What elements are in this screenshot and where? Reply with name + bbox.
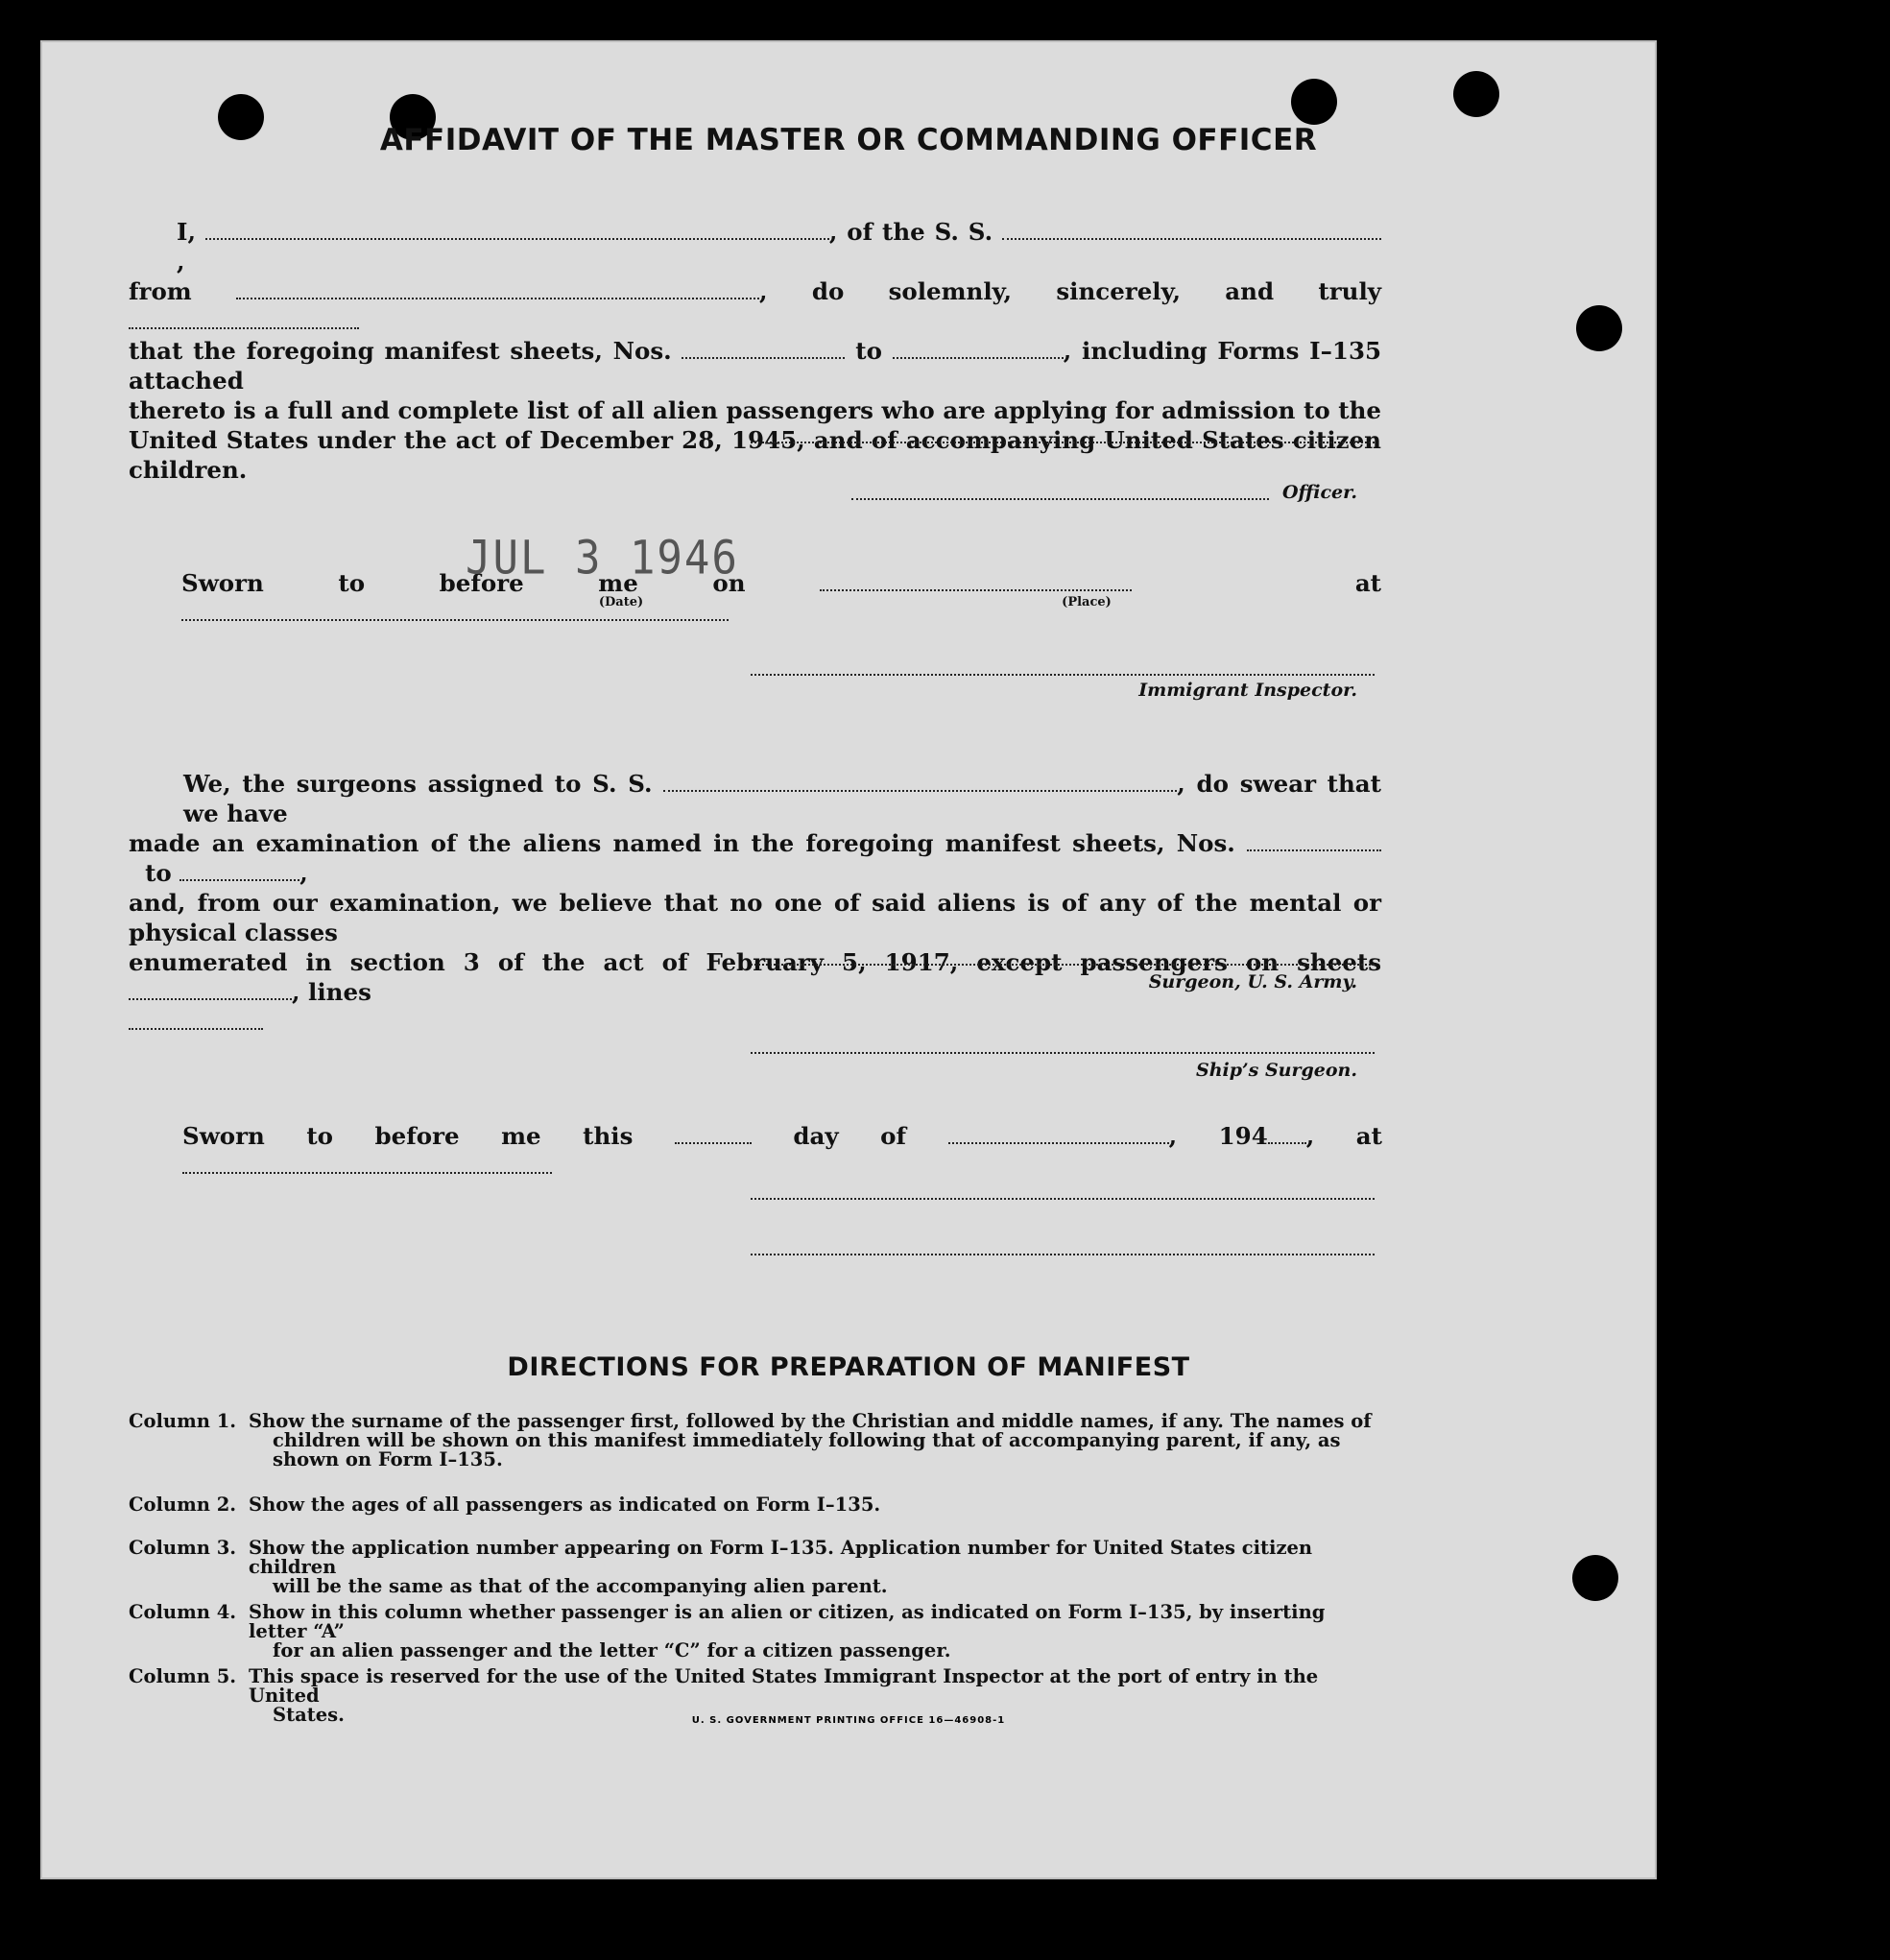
affidavit-body: thereto is a full and complete list of all alien passengers who are applying for admission to the United States under the act of December 28, 1945, and of accompanying United States citizen children.	[129, 396, 1381, 484]
text: We, the surgeons assigned to S. S.	[183, 770, 653, 798]
column-text: This space is reserved for the use of the United States Immigrant Inspector at the port of entry in the United	[249, 1665, 1319, 1707]
army-surgeon-signature-line[interactable]	[751, 964, 1375, 966]
sworn-day-line	[182, 1121, 1382, 1181]
except-sheets-field[interactable]	[129, 979, 292, 1000]
except-lines-field[interactable]	[129, 1009, 263, 1030]
punch-hole	[1572, 1555, 1618, 1601]
text: at	[1354, 569, 1382, 597]
text: day of	[793, 1122, 907, 1150]
column-label: Column 1.	[129, 1410, 237, 1432]
direction-column-2	[129, 1495, 1381, 1515]
surgeons-line-1	[129, 769, 1381, 828]
signature-line[interactable]	[751, 1198, 1375, 1200]
direction-column-1	[129, 1412, 1381, 1470]
text: from	[129, 277, 192, 305]
date-caption: (Date)	[598, 595, 644, 610]
officer-label: Officer.	[1281, 482, 1357, 503]
text: , do swear that we have	[183, 770, 1382, 827]
text: to	[145, 859, 172, 887]
month-field[interactable]	[948, 1123, 1169, 1144]
ship-surgeon-label: Ship’s Surgeon.	[1196, 1060, 1357, 1081]
sworn-line	[181, 568, 1381, 628]
surgeon-ship-field[interactable]	[663, 771, 1177, 792]
column-text-cont: will be the same as that of the accompanying alien parent.	[273, 1575, 888, 1597]
surgeon-sheet-to-field[interactable]	[179, 860, 299, 881]
text: , lines	[292, 978, 371, 1006]
text: , do solemnly, sincerely, and truly	[759, 277, 1382, 305]
text: enumerated in section 3 of the act of February 5, 1917, except passengers on sheets	[129, 948, 1381, 976]
column-text: Show the application number appearing on Form I–135. Application number for United States citizen children	[249, 1537, 1313, 1578]
affidavit-title: AFFIDAVIT OF THE MASTER OR COMMANDING OFFICER	[379, 123, 1318, 157]
port-from-field[interactable]	[236, 278, 759, 299]
printing-office-footer: U. S. GOVERNMENT PRINTING OFFICE 16—46908-1	[691, 1715, 1006, 1726]
text: I,	[177, 218, 196, 246]
affidavit-line-3	[129, 336, 1381, 395]
punch-hole	[1576, 305, 1622, 351]
affidavit-line-1: I, , of the S. S. ,	[129, 217, 1381, 276]
ship-name-field[interactable]	[1002, 219, 1381, 240]
text: , 194	[1168, 1122, 1268, 1150]
direction-column-4	[129, 1603, 1381, 1661]
column-text: Show in this column whether passenger is an alien or citizen, as indicated on Form I–135, by inserting letter “A”	[249, 1601, 1326, 1642]
column-text-cont: States.	[273, 1704, 345, 1726]
column-label: Column 3.	[129, 1537, 237, 1559]
text: , including Forms I–135 attached	[129, 337, 1382, 394]
signature-line[interactable]	[751, 442, 1375, 443]
text: , of the S. S.	[828, 218, 993, 246]
text: made an examination of the aliens named in the foregoing manifest sheets, Nos.	[129, 829, 1235, 857]
date-stamp: JUL 3 1946	[466, 531, 739, 586]
column-label: Column 2.	[129, 1494, 237, 1516]
surgeon-sheet-from-field[interactable]	[1247, 830, 1381, 851]
text: , at	[1305, 1122, 1382, 1150]
swear-field[interactable]	[129, 308, 359, 329]
signature-line[interactable]	[751, 1254, 1375, 1255]
punch-hole	[1291, 79, 1337, 125]
date-field[interactable]	[820, 570, 1132, 591]
direction-column-3	[129, 1539, 1381, 1596]
sworn-place-field[interactable]	[182, 1153, 552, 1174]
army-surgeon-label: Surgeon, U. S. Army.	[1148, 971, 1357, 992]
day-field[interactable]	[675, 1123, 752, 1144]
inspector-label: Immigrant Inspector.	[1138, 680, 1357, 701]
surgeons-line-3: and, from our examination, we believe that no one of said aliens is of any of the mental or physical classes	[129, 889, 1381, 946]
directions-title: DIRECTIONS FOR PREPARATION OF MANIFEST	[507, 1352, 1190, 1382]
column-label: Column 5.	[129, 1665, 237, 1687]
surgeons-line-2: made an examination of the aliens named in the foregoing manifest sheets, Nos. to ,	[129, 828, 1381, 888]
ship-surgeon-signature-line[interactable]	[751, 1052, 1375, 1054]
column-text: Show the surname of the passenger first, followed by the Christian and middle names, if any. The names of	[249, 1410, 1372, 1432]
column-label: Column 4.	[129, 1601, 237, 1623]
column-text: Show the ages of all passengers as indicated on Form I–135.	[249, 1494, 881, 1516]
text: Sworn to before me this	[182, 1122, 634, 1150]
inspector-signature-line[interactable]	[751, 674, 1375, 676]
text: that the foregoing manifest sheets, Nos.	[129, 337, 672, 365]
column-text-cont: for an alien passenger and the letter “C” for a citizen passenger.	[273, 1639, 951, 1661]
manifest-page	[40, 40, 1657, 1879]
affidavit-line-2	[129, 276, 1381, 336]
surgeons-paragraph	[129, 769, 1381, 1037]
master-name-field[interactable]	[205, 219, 829, 240]
surgeons-line-5	[129, 1007, 1381, 1037]
sheet-to-field[interactable]	[893, 338, 1064, 359]
punch-hole	[1453, 71, 1499, 117]
year-field[interactable]	[1268, 1123, 1306, 1144]
affidavit-paragraph	[129, 217, 1381, 485]
place-caption: (Place)	[1062, 595, 1112, 610]
text: to	[855, 337, 882, 365]
text: Sworn to before me on	[181, 569, 746, 597]
sheet-from-field[interactable]	[682, 338, 845, 359]
officer-signature-line[interactable]	[851, 498, 1269, 500]
column-text-cont: children will be shown on this manifest immediately following that of accompanying parent, if any, as shown on Form I–135.	[273, 1429, 1341, 1470]
